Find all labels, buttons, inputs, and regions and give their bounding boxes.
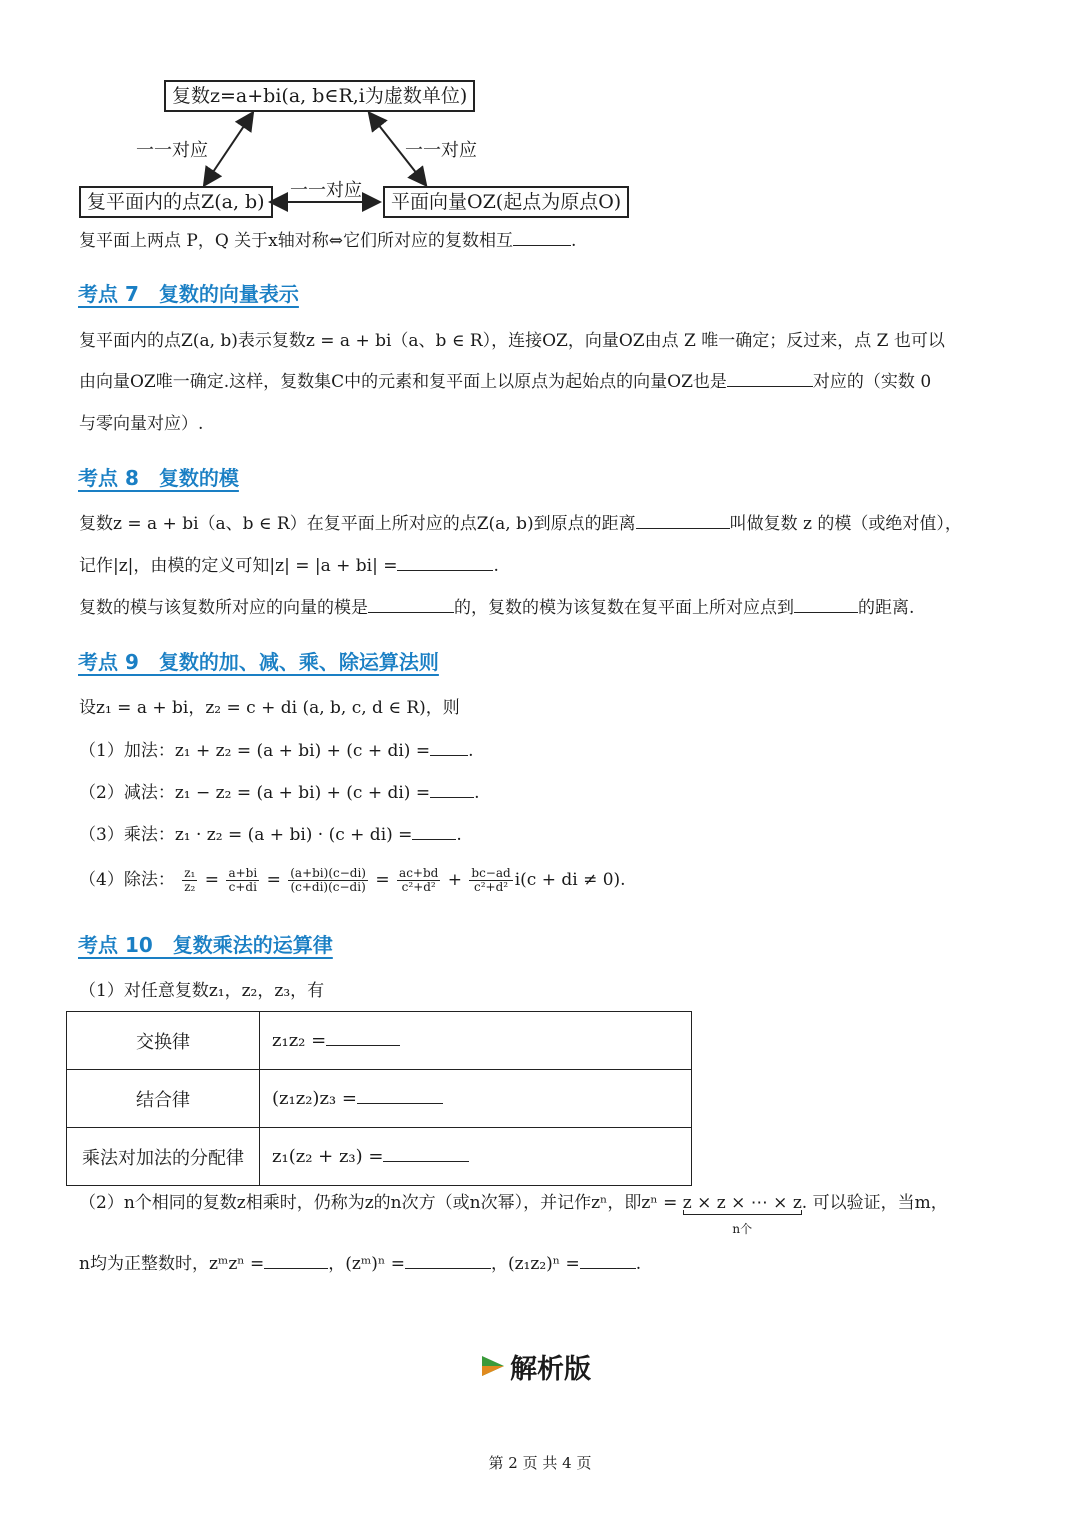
frac-1: $\frac{\text{z₁}}{\text{z₂}}$ (184, 866, 196, 894)
table-row (67, 1128, 692, 1186)
s9-div: （4）除法： $\frac{\text{z₁}}{\text{z₂}}$ = $\frac{a+bi}{c+di}$ = $\frac{(a+bi)(c-di)}{(c+di)(c-di)}$ = $\frac{ac+bd}{\text{c²+d²}}$ + $\frac{bc-ad}{\text{c²+d²}}$ i(c + di ≠ 0). (79, 866, 626, 894)
s8-line1: 复数z = a + bi（a、b ∈ R）在复平面上所对应的点Z(a, b)到原点的距离 叫做复数 z 的模（或绝对值）， (79, 514, 962, 534)
s9-add: （1）加法：z₁ + z₂ = (a + bi) + (c + di) = . (79, 741, 474, 761)
law-expr: z₁z₂ = (260, 1012, 692, 1070)
s8-line3: 复数的模与该复数所对应的向量的模是 的，复数的模为该复数在复平面上所对应点到 的距离. (79, 598, 915, 618)
s9-sub: （2）减法：z₁ − z₂ = (a + bi) + (c + di) = . (79, 783, 480, 803)
page-number: 第 2 页 共 4 页 (488, 1454, 592, 1472)
table-row (67, 1012, 692, 1070)
table-row (67, 1070, 692, 1128)
play-arrow-icon (482, 1356, 506, 1376)
s10-power-line1: （2）n个相同的复数z相乘时，仍称为z的n次方（或n次幂），并记作zⁿ，即zⁿ = z × z × ⋯ × z n个 . 可以验证，当m， (79, 1193, 948, 1236)
analysis-title: 解析版 (510, 1354, 591, 1385)
diagram-left-box: 复平面内的点Z(a, b) (79, 186, 273, 218)
arrow-left (205, 114, 252, 184)
law-name: 乘法对加法的分配律 (67, 1128, 260, 1186)
law-name: 交换律 (67, 1012, 260, 1070)
frac-2: $\frac{a+bi}{c+di}$ (228, 866, 258, 894)
diagram-label-left: 一一对应 (136, 140, 208, 161)
s7-line2: 由向量OZ唯一确定.这样，复数集C中的元素和复平面上以原点为起始点的向量OZ也是 对应的（实数 0 (79, 372, 932, 392)
symmetry-line: 复平面上两点 P，Q 关于x轴对称⇔它们所对应的复数相互 . (79, 231, 577, 251)
diagram-arrows (0, 0, 700, 230)
s7-line1: 复平面内的点Z(a, b)表示复数z = a + bi（a、b ∈ R），连接OZ，向量OZ由点 Z 唯一确定；反过来，点 Z 也可以 (79, 331, 945, 351)
operation-laws-table (66, 1011, 692, 1186)
law-expr: (z₁z₂)z₃ = (260, 1070, 692, 1128)
frac-4: $\frac{ac+bd}{\text{c²+d²}}$ (399, 866, 439, 894)
section-9-heading: 考点 9 复数的加、减、乘、除运算法则 (78, 650, 439, 674)
section-8-heading: 考点 8 复数的模 (78, 466, 239, 490)
s10-intro: （1）对任意复数z₁，z₂，z₃，有 (79, 981, 325, 1001)
arrow-right (370, 114, 425, 184)
s10-power-line2: n均为正整数时，zᵐzⁿ = ，(zᵐ)ⁿ = ，(z₁z₂)ⁿ = . (79, 1254, 642, 1274)
s9-intro: 设z₁ = a + bi，z₂ = c + di (a, b, c, d ∈ R)，则 (79, 698, 460, 718)
law-name: 结合律 (67, 1070, 260, 1128)
section-7-heading: 考点 7 复数的向量表示 (78, 282, 299, 306)
s7-line3: 与零向量对应）. (79, 414, 204, 434)
law-expr: z₁(z₂ + z₃) = (260, 1128, 692, 1186)
diagram-label-right: 一一对应 (405, 140, 477, 161)
s8-line2: 记作|z|，由模的定义可知|z| = |a + bi| = . (79, 556, 499, 576)
diagram-label-bottom: 一一对应 (290, 180, 362, 201)
frac-3: $\frac{(a+bi)(c-di)}{(c+di)(c-di)}$ (290, 866, 366, 894)
diagram-top-box: 复数z=a+bi(a, b∈R,i为虚数单位) (164, 80, 475, 112)
s9-mul: （3）乘法：z₁ · z₂ = (a + bi) · (c + di) = . (79, 825, 462, 845)
section-10-heading: 考点 10 复数乘法的运算律 (78, 933, 333, 957)
diagram-right-box: 平面向量OZ(起点为原点O) (383, 186, 629, 218)
underbrace-expr: z × z × ⋯ × z n个 (682, 1193, 802, 1236)
frac-5: $\frac{bc-ad}{\text{c²+d²}}$ (471, 866, 511, 894)
